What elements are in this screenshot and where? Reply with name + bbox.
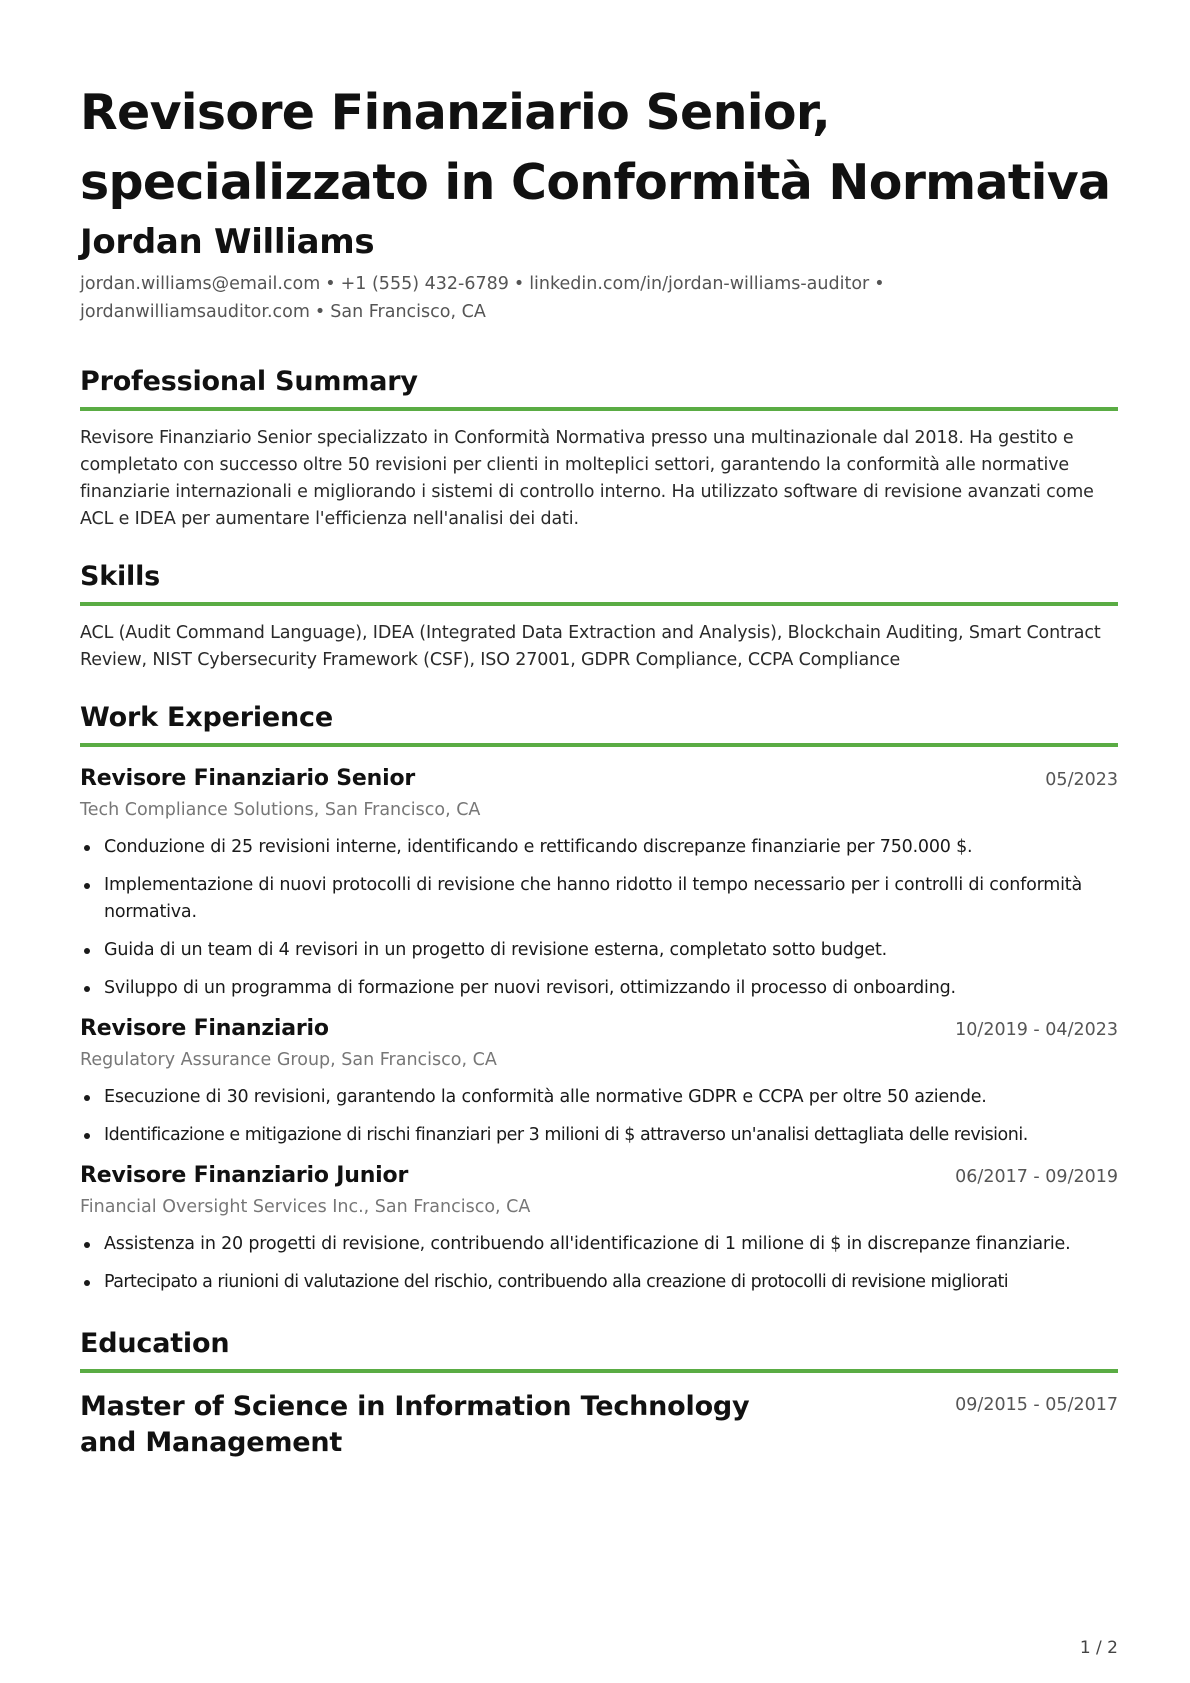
- bullet-icon: [84, 948, 90, 954]
- resume-page: [80, 78, 1118, 1461]
- education-heading: Education: [80, 1328, 230, 1359]
- summary-heading: Professional Summary: [80, 366, 418, 397]
- section-divider: [80, 743, 1118, 747]
- bullet-icon: [84, 986, 90, 992]
- education-date: 09/2015 - 05/2017: [955, 1395, 1118, 1415]
- resume-title: Revisore Finanziario Senior, specializzato in Conformità Normativa: [80, 84, 1111, 211]
- job-date: 06/2017 - 09/2019: [955, 1167, 1118, 1187]
- bullet-item: [80, 872, 1118, 926]
- section-divider: [80, 602, 1118, 606]
- bullet-icon: [84, 1280, 90, 1286]
- bullet-text: Assistenza in 20 progetti di revisione, contribuendo all'identificazione di 1 milione di $ in discrepanze finanziarie.: [104, 1234, 1071, 1254]
- job-bullets: [80, 834, 1118, 1002]
- bullet-icon: [84, 1133, 90, 1139]
- job-title: Revisore Finanziario: [80, 1016, 329, 1041]
- bullet-item: [80, 975, 1118, 1002]
- bullet-text: Guida di un team di 4 revisori in un progetto di revisione esterna, completato sotto budget.: [104, 940, 888, 960]
- skills-heading: Skills: [80, 561, 161, 592]
- bullet-text: Implementazione di nuovi protocolli di revisione che hanno ridotto il tempo necessario per i controlli di conformità normativa.: [104, 875, 1082, 922]
- summary-text: Revisore Finanziario Senior specializzato in Conformità Normativa presso una multinazionale dal 2018. Ha gestito e completato con successo oltre 50 revisioni per clienti in molteplici settori, garantendo la conformità alle normative finanziarie internazionali e migliorando i sistemi di controllo interno. Ha utilizzato software di revisione avanzati come ACL e IDEA per aumentare l'efficienza nell'analisi dei dati.: [80, 428, 1094, 529]
- contact-separator: •: [874, 274, 885, 294]
- job-date: 10/2019 - 04/2023: [955, 1020, 1118, 1040]
- summary-section: [80, 364, 1118, 533]
- contact-website[interactable]: jordanwilliamsauditor.com: [80, 302, 310, 322]
- job-header: [80, 1160, 1118, 1192]
- job-entry: [80, 1160, 1118, 1296]
- page-number: 1 / 2: [1079, 1638, 1118, 1658]
- contact-email[interactable]: jordan.williams@email.com: [80, 274, 321, 294]
- degree-title: Master of Science in Information Technology and Management: [80, 1391, 750, 1458]
- bullet-text: Sviluppo di un programma di formazione per nuovi revisori, ottimizzando il processo di onboarding.: [104, 978, 956, 998]
- job-entry: [80, 1013, 1118, 1149]
- job-title: Revisore Finanziario Senior: [80, 766, 416, 791]
- bullet-item: [80, 1231, 1118, 1258]
- section-divider: [80, 407, 1118, 411]
- education-entry: [80, 1389, 1118, 1461]
- bullet-item: [80, 1269, 1118, 1296]
- education-section: [80, 1326, 1118, 1461]
- bullet-item: [80, 1084, 1118, 1111]
- bullet-icon: [84, 1095, 90, 1101]
- experience-section: [80, 700, 1118, 1296]
- candidate-name: Jordan Williams: [80, 222, 375, 262]
- job-company: Tech Compliance Solutions, San Francisco, CA: [80, 800, 481, 820]
- job-company: Financial Oversight Services Inc., San Francisco, CA: [80, 1197, 531, 1217]
- bullet-text: Esecuzione di 30 revisioni, garantendo la conformità alle normative GDPR e CCPA per oltre 50 aziende.: [104, 1087, 987, 1107]
- job-entry: [80, 763, 1118, 1002]
- job-header: [80, 1013, 1118, 1045]
- job-company: Regulatory Assurance Group, San Francisco, CA: [80, 1050, 497, 1070]
- job-date: 05/2023: [1045, 770, 1118, 790]
- contact-info: [80, 270, 1118, 326]
- experience-heading: Work Experience: [80, 702, 333, 733]
- bullet-item: [80, 1122, 1118, 1149]
- bullet-item: [80, 937, 1118, 964]
- skills-section: [80, 559, 1118, 674]
- job-bullets: [80, 1084, 1118, 1149]
- bullet-icon: [84, 845, 90, 851]
- bullet-text: Conduzione di 25 revisioni interne, identificando e rettificando discrepanze finanziarie per 750.000 $.: [104, 837, 973, 857]
- contact-separator: •: [314, 302, 326, 322]
- contact-separator: •: [513, 274, 525, 294]
- bullet-text: Identificazione e mitigazione di rischi finanziari per 3 milioni di $ attraverso un'analisi dettagliata delle revisioni.: [104, 1125, 1028, 1145]
- contact-linkedin[interactable]: linkedin.com/in/jordan-williams-auditor: [529, 274, 870, 294]
- section-divider: [80, 1369, 1118, 1373]
- job-title: Revisore Finanziario Junior: [80, 1163, 409, 1188]
- contact-phone[interactable]: +1 (555) 432-6789: [340, 274, 509, 294]
- bullet-icon: [84, 1242, 90, 1248]
- bullet-icon: [84, 883, 90, 889]
- job-bullets: [80, 1231, 1118, 1296]
- contact-location: San Francisco, CA: [330, 302, 486, 322]
- skills-text: ACL (Audit Command Language), IDEA (Integrated Data Extraction and Analysis), Blockchain Auditing, Smart Contract Review, NIST Cybersecurity Framework (CSF), ISO 27001, GDPR Compliance, CCPA Compliance: [80, 623, 1101, 670]
- job-header: [80, 763, 1118, 795]
- bullet-item: [80, 834, 1118, 861]
- bullet-text: Partecipato a riunioni di valutazione del rischio, contribuendo alla creazione di protocolli di revisione migliorati: [104, 1272, 1009, 1292]
- contact-separator: •: [325, 274, 336, 294]
